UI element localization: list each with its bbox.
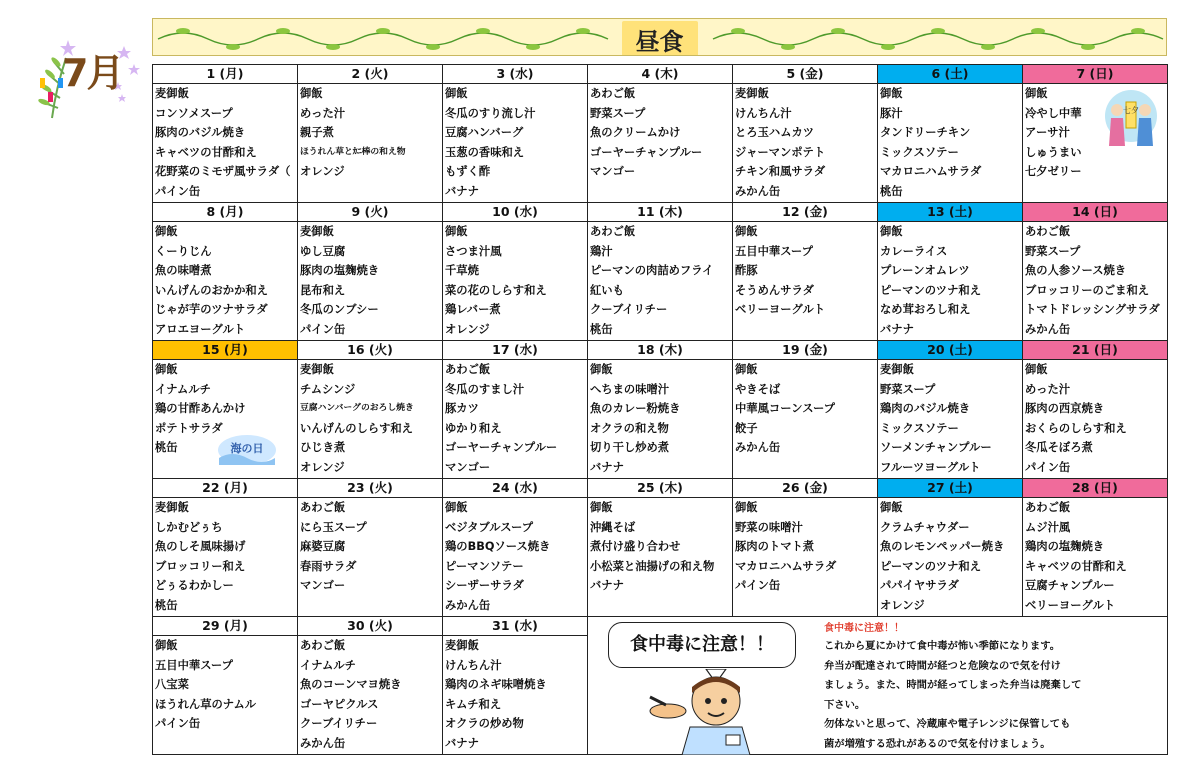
menu-item: 御飯 <box>735 363 758 376</box>
date-header: 24 (水) <box>443 479 588 498</box>
menu-item: 御飯 <box>880 501 903 514</box>
menu-item: 御飯 <box>590 363 613 376</box>
menu-item: 桃缶 <box>880 184 903 198</box>
menu-row <box>153 222 1168 341</box>
menu-item: 御飯 <box>155 363 178 376</box>
day-menu <box>443 360 587 478</box>
menu-item: 御飯 <box>445 87 468 100</box>
date-header: 20 (土) <box>878 341 1023 360</box>
menu-item: バナナ <box>445 184 479 198</box>
menu-item: にら玉スープ <box>300 520 367 534</box>
menu-row <box>153 498 1168 617</box>
day-menu <box>1023 222 1167 340</box>
day-menu <box>733 498 877 616</box>
date-header: 13 (土) <box>878 203 1023 222</box>
date-header-row <box>153 479 1168 498</box>
menu-item: 桃缶 <box>590 322 613 336</box>
date-header: 2 (火) <box>298 65 443 84</box>
menu-item: アロエヨーグルト <box>155 322 246 336</box>
day-menu <box>298 360 442 478</box>
menu-item: ムジ汁風 <box>1025 520 1071 534</box>
food-poisoning-bubble: 食中毒に注意！！ <box>608 622 796 668</box>
lunch-calendar <box>152 64 1168 755</box>
date-header: 10 (水) <box>443 203 588 222</box>
menu-item: いんげんのしらす和え <box>300 421 413 435</box>
menu-item: 中華風コーンスープ <box>735 402 835 416</box>
day-menu <box>443 498 587 616</box>
menu-item: マンゴー <box>590 165 636 179</box>
date-header: 6 (土) <box>878 65 1023 84</box>
menu-item: ブロッコリー和え <box>155 559 246 573</box>
menu-item: 魚のクリームかけ <box>590 126 681 140</box>
menu-item: 豚汁 <box>880 106 903 120</box>
menu-item: 豚カツ <box>445 402 479 416</box>
tanabata-label: 七夕 <box>1123 106 1139 115</box>
menu-item: しゅうまい <box>1025 145 1082 159</box>
menu-item: ポテトサラダ <box>155 421 223 435</box>
menu-item: イナムルチ <box>300 658 356 672</box>
date-header: 28 (日) <box>1023 479 1168 498</box>
menu-item: オクラの和え物 <box>590 421 669 435</box>
menu-item: けんちん汁 <box>445 658 502 672</box>
month-label: 7月 <box>62 51 123 95</box>
day-menu <box>1023 360 1167 478</box>
menu-item: アーサ汁 <box>1025 126 1070 140</box>
menu-item: 豚肉の塩麹焼き <box>300 264 380 278</box>
menu-item: そうめんサラダ <box>735 283 814 297</box>
menu-item: イナムルチ <box>155 382 211 396</box>
menu-item: いんげんのおかか和え <box>155 283 268 297</box>
menu-item: 野菜の味噌汁 <box>735 520 803 534</box>
menu-item: ゴーヤピクルス <box>300 697 379 711</box>
date-header: 31 (水) <box>443 617 588 636</box>
menu-item: 昆布和え <box>300 283 346 297</box>
page-title: 昼食 <box>622 21 698 56</box>
date-header: 3 (水) <box>443 65 588 84</box>
menu-item: ゆかり和え <box>445 421 502 435</box>
date-header: 21 (日) <box>1023 341 1168 360</box>
date-header: 5 (金) <box>733 65 878 84</box>
menu-item: 沖縄そば <box>590 520 636 534</box>
menu-item: クラムチャウダー <box>880 520 970 534</box>
day-menu <box>298 636 442 754</box>
menu-item: コンソメスープ <box>155 106 233 120</box>
menu-item: ゆし豆腐 <box>300 244 346 258</box>
date-header: 11 (木) <box>588 203 733 222</box>
menu-item: とろ玉ハムカツ <box>735 126 815 140</box>
menu-item: 親子煮 <box>300 126 334 140</box>
menu-item: めった汁 <box>300 106 346 120</box>
menu-item: 紅いも <box>590 283 624 297</box>
menu-item: プレーンオムレツ <box>880 264 970 278</box>
notice-line: 菌が増殖する恐れがあるので気を付けましょう。 <box>824 737 1051 750</box>
menu-item: ピーマンのツナ和え <box>880 559 981 573</box>
menu-item: 七夕ゼリー <box>1025 165 1082 179</box>
menu-item: マカロニハムサラダ <box>880 165 982 179</box>
menu-item: バナナ <box>590 460 624 474</box>
menu-item: 鶏の甘酢あんかけ <box>155 402 246 416</box>
day-menu <box>153 222 297 340</box>
menu-item: パイン缶 <box>1025 460 1071 474</box>
day-menu <box>588 498 732 616</box>
day-menu <box>878 360 1022 478</box>
menu-item: キムチ和え <box>445 697 502 711</box>
menu-item: 豆腐チャンプルー <box>1025 579 1115 593</box>
menu-item: 麦御飯 <box>880 363 914 376</box>
date-header: 23 (火) <box>298 479 443 498</box>
menu-item: なめ茸おろし和え <box>880 303 971 317</box>
menu-item: マカロニハムサラダ <box>735 559 837 573</box>
menu-item: ゴーヤーチャンプルー <box>590 145 703 159</box>
menu-item: 玉葱の香味和え <box>445 145 525 159</box>
day-menu <box>298 498 442 616</box>
menu-item: パイン缶 <box>155 717 201 731</box>
menu-item: ピーマンのツナ和え <box>880 283 981 297</box>
menu-item: 麦御飯 <box>155 501 189 514</box>
date-header: 12 (金) <box>733 203 878 222</box>
date-header-row <box>153 65 1168 84</box>
menu-item: 桃缶 <box>155 598 178 612</box>
menu-item: 餃子 <box>735 421 758 435</box>
doctor-pointing-icon <box>646 669 796 755</box>
menu-item: カレーライス <box>880 244 948 258</box>
umi-label: 海の日 <box>230 442 264 455</box>
menu-item: 鶏のBBQソース焼き <box>445 540 551 554</box>
tanabata-couple-icon <box>1103 88 1159 152</box>
menu-item: 御飯 <box>300 87 323 100</box>
menu-item: 御飯 <box>445 501 468 514</box>
menu-item: 五目中華スープ <box>155 658 233 672</box>
menu-item: 切り干し炒め煮 <box>590 441 670 455</box>
day-menu <box>153 360 297 478</box>
menu-item: あわご飯 <box>445 363 491 376</box>
menu-item: 麦御飯 <box>735 87 769 100</box>
menu-item: もずく酢 <box>445 165 491 179</box>
menu-item: バナナ <box>445 736 479 750</box>
day-menu <box>878 84 1022 202</box>
notice-panel <box>588 617 1168 755</box>
menu-item: 豆腐ハンバーグのおろし焼き <box>300 403 414 414</box>
menu-item: タンドリーチキン <box>880 126 971 140</box>
menu-item: あわご飯 <box>300 639 346 652</box>
day-menu <box>588 84 732 202</box>
menu-item: 麦御飯 <box>155 87 189 100</box>
menu-item: キャベツの甘酢和え <box>1025 559 1127 573</box>
menu-item: あわご飯 <box>590 87 636 100</box>
menu-item: 豚肉の西京焼き <box>1025 402 1105 416</box>
notice-line: 下さい。 <box>824 698 866 711</box>
date-header: 18 (木) <box>588 341 733 360</box>
menu-item: ミックスソテー <box>880 421 959 435</box>
menu-item: クーブイリチー <box>300 717 378 731</box>
day-menu <box>443 84 587 202</box>
day-menu <box>153 636 297 754</box>
menu-item: ベジタブルスープ <box>445 520 534 534</box>
menu-item: 御飯 <box>155 225 178 238</box>
date-header: 16 (火) <box>298 341 443 360</box>
notice-title: 食中毒に注意！！ <box>824 623 904 634</box>
date-header-row <box>153 617 1168 636</box>
date-header: 14 (日) <box>1023 203 1168 222</box>
menu-item: オレンジ <box>300 460 345 474</box>
menu-item: 小松菜と油揚げの和え物 <box>590 559 715 573</box>
menu-item: 野菜スープ <box>590 106 646 120</box>
menu-item: 御飯 <box>1025 87 1048 100</box>
menu-item: 鶏汁 <box>590 244 613 258</box>
menu-item: 鶏レバー煮 <box>445 303 501 317</box>
date-header: 8 (月) <box>153 203 298 222</box>
date-header: 1 (月) <box>153 65 298 84</box>
menu-item: 魚の味噌煮 <box>155 264 212 278</box>
day-menu <box>298 84 442 202</box>
menu-item: 御飯 <box>880 225 903 238</box>
menu-item: 豚肉のトマト煮 <box>735 540 815 554</box>
menu-item: しかむどぅち <box>155 520 223 534</box>
menu-item: オレンジ <box>445 322 490 336</box>
menu-item: やきそば <box>735 382 781 396</box>
menu-item: じゃが芋のツナサラダ <box>155 303 268 317</box>
menu-item: ひじき煮 <box>300 441 346 455</box>
date-header: 30 (火) <box>298 617 443 636</box>
menu-item: 魚のレモンペッパー焼き <box>880 540 1005 554</box>
day-menu <box>733 222 877 340</box>
date-header: 27 (土) <box>878 479 1023 498</box>
date-header: 7 (日) <box>1023 65 1168 84</box>
menu-item: 御飯 <box>880 87 903 100</box>
menu-item: けんちん汁 <box>735 106 792 120</box>
date-header: 26 (金) <box>733 479 878 498</box>
menu-item: パパイヤサラダ <box>880 579 959 593</box>
menu-item: みかん缶 <box>445 598 491 612</box>
notice-body <box>824 637 1081 754</box>
menu-item: 御飯 <box>735 501 758 514</box>
menu-item: ピーマンの肉詰めフライ <box>590 264 714 278</box>
menu-row <box>153 84 1168 203</box>
day-menu <box>443 636 587 754</box>
day-menu <box>153 498 297 616</box>
day-menu <box>443 222 587 340</box>
menu-item: へちまの味噌汁 <box>590 382 670 396</box>
date-header: 22 (月) <box>153 479 298 498</box>
menu-item: あわご飯 <box>300 501 346 514</box>
menu-item: みかん缶 <box>1025 322 1071 336</box>
menu-item: フルーツヨーグルト <box>880 460 981 474</box>
menu-item: 鶏肉の塩麹焼き <box>1025 540 1105 554</box>
menu-item: パイン缶 <box>300 322 346 336</box>
menu-item: オレンジ <box>880 598 925 612</box>
day-menu <box>878 498 1022 616</box>
menu-item: あわご飯 <box>590 225 636 238</box>
menu-item: 花野菜のミモザ風サラダ（ <box>155 165 291 179</box>
day-menu <box>733 84 877 202</box>
menu-item: 千草焼 <box>445 264 479 278</box>
menu-item: みかん缶 <box>300 736 346 750</box>
menu-item: ベリーヨーグルト <box>1025 598 1116 612</box>
notice-line: 弁当が配達されて時間が経つと危険なので気を付け <box>824 659 1061 672</box>
menu-item: 御飯 <box>590 501 613 514</box>
menu-item: ほうれん草とｶﾆ棒の和え物 <box>300 146 406 157</box>
menu-item: 酢豚 <box>735 264 758 278</box>
day-menu <box>298 222 442 340</box>
notice-line: ましょう。また、時間が経ってしまった弁当は廃棄して <box>824 679 1082 691</box>
menu-item: 冷やし中華 <box>1025 106 1082 120</box>
title-banner <box>152 18 1167 56</box>
menu-item: 御飯 <box>735 225 758 238</box>
menu-item: あわご飯 <box>1025 501 1071 514</box>
menu-item: マンゴー <box>445 460 491 474</box>
menu-item: パイン缶 <box>735 579 781 593</box>
menu-item: 野菜スープ <box>1025 244 1081 258</box>
menu-item: 春雨サラダ <box>300 559 357 573</box>
menu-item: ほうれん草のナムル <box>155 697 257 711</box>
menu-item: ブロッコリーのごま和え <box>1025 283 1150 297</box>
menu-item: 煮付け盛り合わせ <box>590 540 681 554</box>
menu-item: 豚肉のバジル焼き <box>155 126 246 140</box>
day-menu <box>588 222 732 340</box>
menu-item: ジャーマンポテト <box>735 145 826 159</box>
menu-item: 魚のコーンマヨ焼き <box>300 678 402 692</box>
menu-item: 麦御飯 <box>300 225 334 238</box>
menu-item: おくらのしらす和え <box>1025 421 1127 435</box>
menu-item: 五目中華スープ <box>735 244 813 258</box>
menu-item: 野菜スープ <box>880 382 936 396</box>
menu-item: キャベツの甘酢和え <box>155 145 257 159</box>
day-menu <box>153 84 297 202</box>
day-menu <box>1023 84 1167 202</box>
date-header: 29 (月) <box>153 617 298 636</box>
menu-item: 八宝菜 <box>155 678 189 692</box>
day-menu <box>733 360 877 478</box>
menu-item: 麦御飯 <box>445 639 479 652</box>
date-header-row <box>153 203 1168 222</box>
menu-item: ミックスソテー <box>880 145 959 159</box>
menu-item: シーザーサラダ <box>445 579 524 593</box>
menu-item: あわご飯 <box>1025 225 1071 238</box>
menu-item: 魚のカレー粉焼き <box>590 402 681 416</box>
menu-item: どぅるわかしー <box>155 579 234 593</box>
day-menu <box>1023 498 1167 616</box>
date-header: 17 (水) <box>443 341 588 360</box>
menu-item: 魚のしそ風味揚げ <box>155 540 246 554</box>
menu-item: 桃缶 <box>155 441 178 455</box>
day-menu <box>878 222 1022 340</box>
menu-item: バナナ <box>880 322 914 336</box>
menu-item: 鶏肉のネギ味噌焼き <box>445 678 547 692</box>
menu-item: みかん缶 <box>735 184 781 198</box>
day-menu <box>588 360 732 478</box>
menu-item: 御飯 <box>155 639 178 652</box>
date-header-row <box>153 341 1168 360</box>
menu-item: 麦御飯 <box>300 363 334 376</box>
menu-item: パイン缶 <box>155 184 201 198</box>
date-header: 19 (金) <box>733 341 878 360</box>
menu-item: 魚の人参ソース焼き <box>1025 264 1127 278</box>
menu-item: 冬瓜そぼろ煮 <box>1025 441 1093 455</box>
menu-item: くーりじん <box>155 244 212 258</box>
menu-item: ゴーヤーチャンプルー <box>445 441 558 455</box>
menu-item: 御飯 <box>445 225 468 238</box>
menu-item: チムシンジ <box>300 382 356 396</box>
menu-item: マンゴー <box>300 579 346 593</box>
menu-item: トマトドレッシングサラダ <box>1025 303 1160 317</box>
menu-item: チキン和風サラダ <box>735 165 826 179</box>
date-header: 4 (木) <box>588 65 733 84</box>
umi-no-hi-icon <box>217 432 277 466</box>
menu-item: 冬瓜のすり流し汁 <box>445 106 536 120</box>
menu-item: みかん缶 <box>735 441 781 455</box>
menu-row <box>153 360 1168 479</box>
menu-item: 冬瓜のすまし汁 <box>445 382 525 396</box>
menu-item: ピーマンソテー <box>445 559 524 573</box>
menu-item: 豆腐ハンバーグ <box>445 126 524 140</box>
menu-item: ベリーヨーグルト <box>735 303 826 317</box>
menu-item: 菜の花のしらす和え <box>445 283 547 297</box>
menu-item: オクラの炒め物 <box>445 717 524 731</box>
menu-item: クーブイリチー <box>590 303 668 317</box>
menu-item: 麻婆豆腐 <box>300 540 346 554</box>
date-header: 25 (木) <box>588 479 733 498</box>
menu-item: 冬瓜のンブシー <box>300 303 379 317</box>
menu-item: オレンジ <box>300 165 345 179</box>
notice-line: 勿体ないと思って、冷蔵庫や電子レンジに保管しても <box>824 718 1071 730</box>
menu-item: 鶏肉のバジル焼き <box>880 402 971 416</box>
notice-line: これから夏にかけて食中毒が怖い季節になります。 <box>824 640 1061 652</box>
menu-item: ソーメンチャンプルー <box>880 441 992 455</box>
menu-item: さつま汁風 <box>445 244 502 258</box>
date-header: 15 (月) <box>153 341 298 360</box>
menu-item: めった汁 <box>1025 382 1071 396</box>
date-header: 9 (火) <box>298 203 443 222</box>
menu-item: 御飯 <box>1025 363 1048 376</box>
menu-item: バナナ <box>590 579 624 593</box>
